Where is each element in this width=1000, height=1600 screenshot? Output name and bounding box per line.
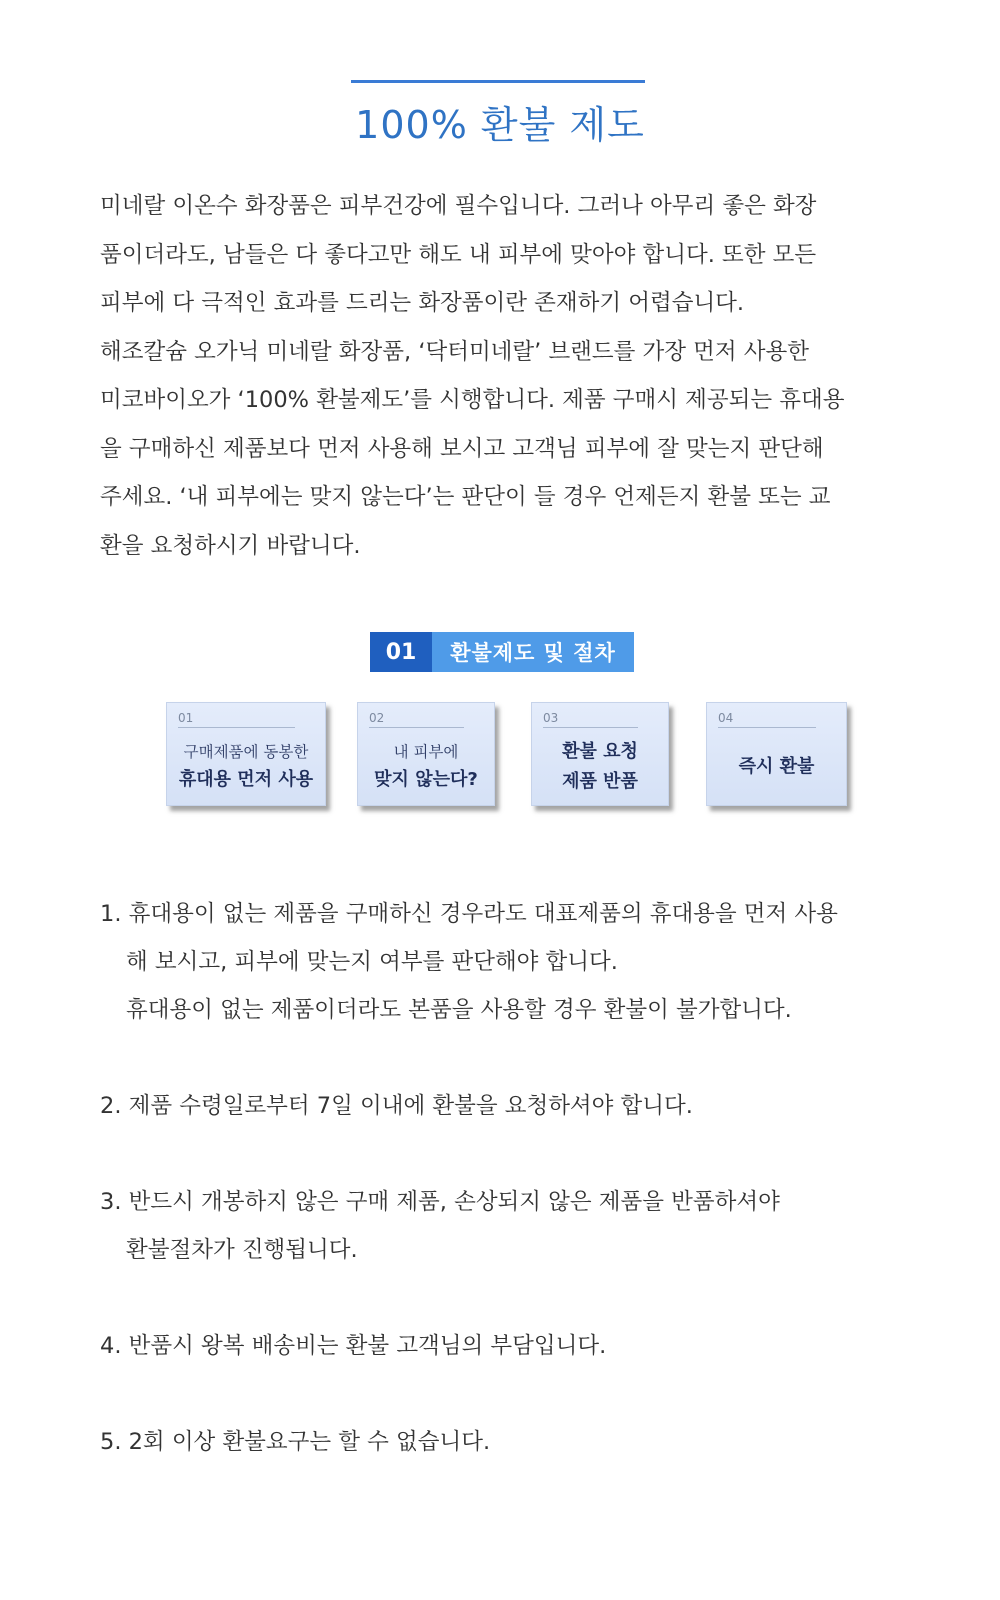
step-divider [718,727,816,728]
step-subtitle: 내 피부에 [393,743,459,761]
intro-line: 해조칼슘 오가닉 미네랄 화장품, ‘닥터미네랄’ 브랜드를 가장 먼저 사용한 [100,338,809,365]
title-underline [351,80,645,83]
rule-text: 휴대용이 없는 제품이더라도 본품을 사용할 경우 환불이 불가합니다. [126,997,792,1023]
page-title: 100% 환불 제도 [355,103,645,147]
intro-line: 을 구매하신 제품보다 먼저 사용해 보시고 고객님 피부에 잘 맞는지 판단해 [100,435,824,462]
step-card-1 [166,702,326,806]
rule-item-3 [100,1178,780,1274]
step-subtitle: 구매제품에 동봉한 [183,743,309,761]
intro-paragraph [100,182,920,570]
rule-text: 5. 2회 이상 환불요구는 할 수 없습니다. [100,1429,491,1455]
rule-text: 2. 제품 수령일로부터 7일 이내에 환불을 요청하셔야 합니다. [100,1093,693,1119]
rule-text: 4. 반품시 왕복 배송비는 환불 고객님의 부담입니다. [100,1333,607,1359]
rule-text: 3. 반드시 개봉하지 않은 구매 제품, 손상되지 않은 제품을 반품하셔야 [100,1189,780,1215]
section-number: 01 [370,632,432,672]
rule-text: 환불절차가 진행됩니다. [126,1237,358,1263]
intro-line: 환을 요청하시기 바랍니다. [100,532,361,559]
step-divider [543,727,638,728]
step-number: 04 [718,711,734,725]
rule-text: 해 보시고, 피부에 맞는지 여부를 판단해야 합니다. [126,949,618,975]
rule-text: 1. 휴대용이 없는 제품을 구매하신 경우라도 대표제품의 휴대용을 먼저 사용 [100,901,838,927]
step-title: 환불 요청 [562,741,638,762]
step-number: 01 [178,711,194,725]
step-title: 즉시 환불 [738,756,815,777]
step-title: 맞지 않는다? [374,769,478,790]
step-title: 제품 반품 [562,771,638,792]
rule-item-1 [100,890,838,1034]
intro-line: 주세요. ‘내 피부에는 맞지 않는다’는 판단이 들 경우 언제든지 환불 또는 교 [100,484,831,510]
step-card-4 [706,702,847,806]
step-card-2 [357,702,495,806]
intro-line: 미코바이오가 ‘100% 환불제도’를 시행합니다. 제품 구매시 제공되는 휴대용 [100,387,845,413]
step-title: 휴대용 먼저 사용 [178,769,314,790]
intro-line: 피부에 다 극적인 효과를 드리는 화장품이란 존재하기 어렵습니다. [100,290,745,316]
intro-line: 품이더라도, 남들은 다 좋다고만 해도 내 피부에 맞아야 합니다. 또한 모든 [100,241,817,268]
rule-item-4 [100,1322,606,1370]
intro-line: 미네랄 이온수 화장품은 피부건강에 필수입니다. 그러나 아무리 좋은 화장 [100,193,817,219]
rule-item-2 [100,1082,693,1130]
rule-item-5 [100,1418,490,1466]
step-divider [178,727,295,728]
section-header [370,632,634,672]
step-number: 03 [543,711,559,725]
step-number: 02 [369,711,385,725]
section-title: 환불제도 및 절차 [432,632,634,672]
step-divider [369,727,464,728]
step-card-3 [531,702,669,806]
